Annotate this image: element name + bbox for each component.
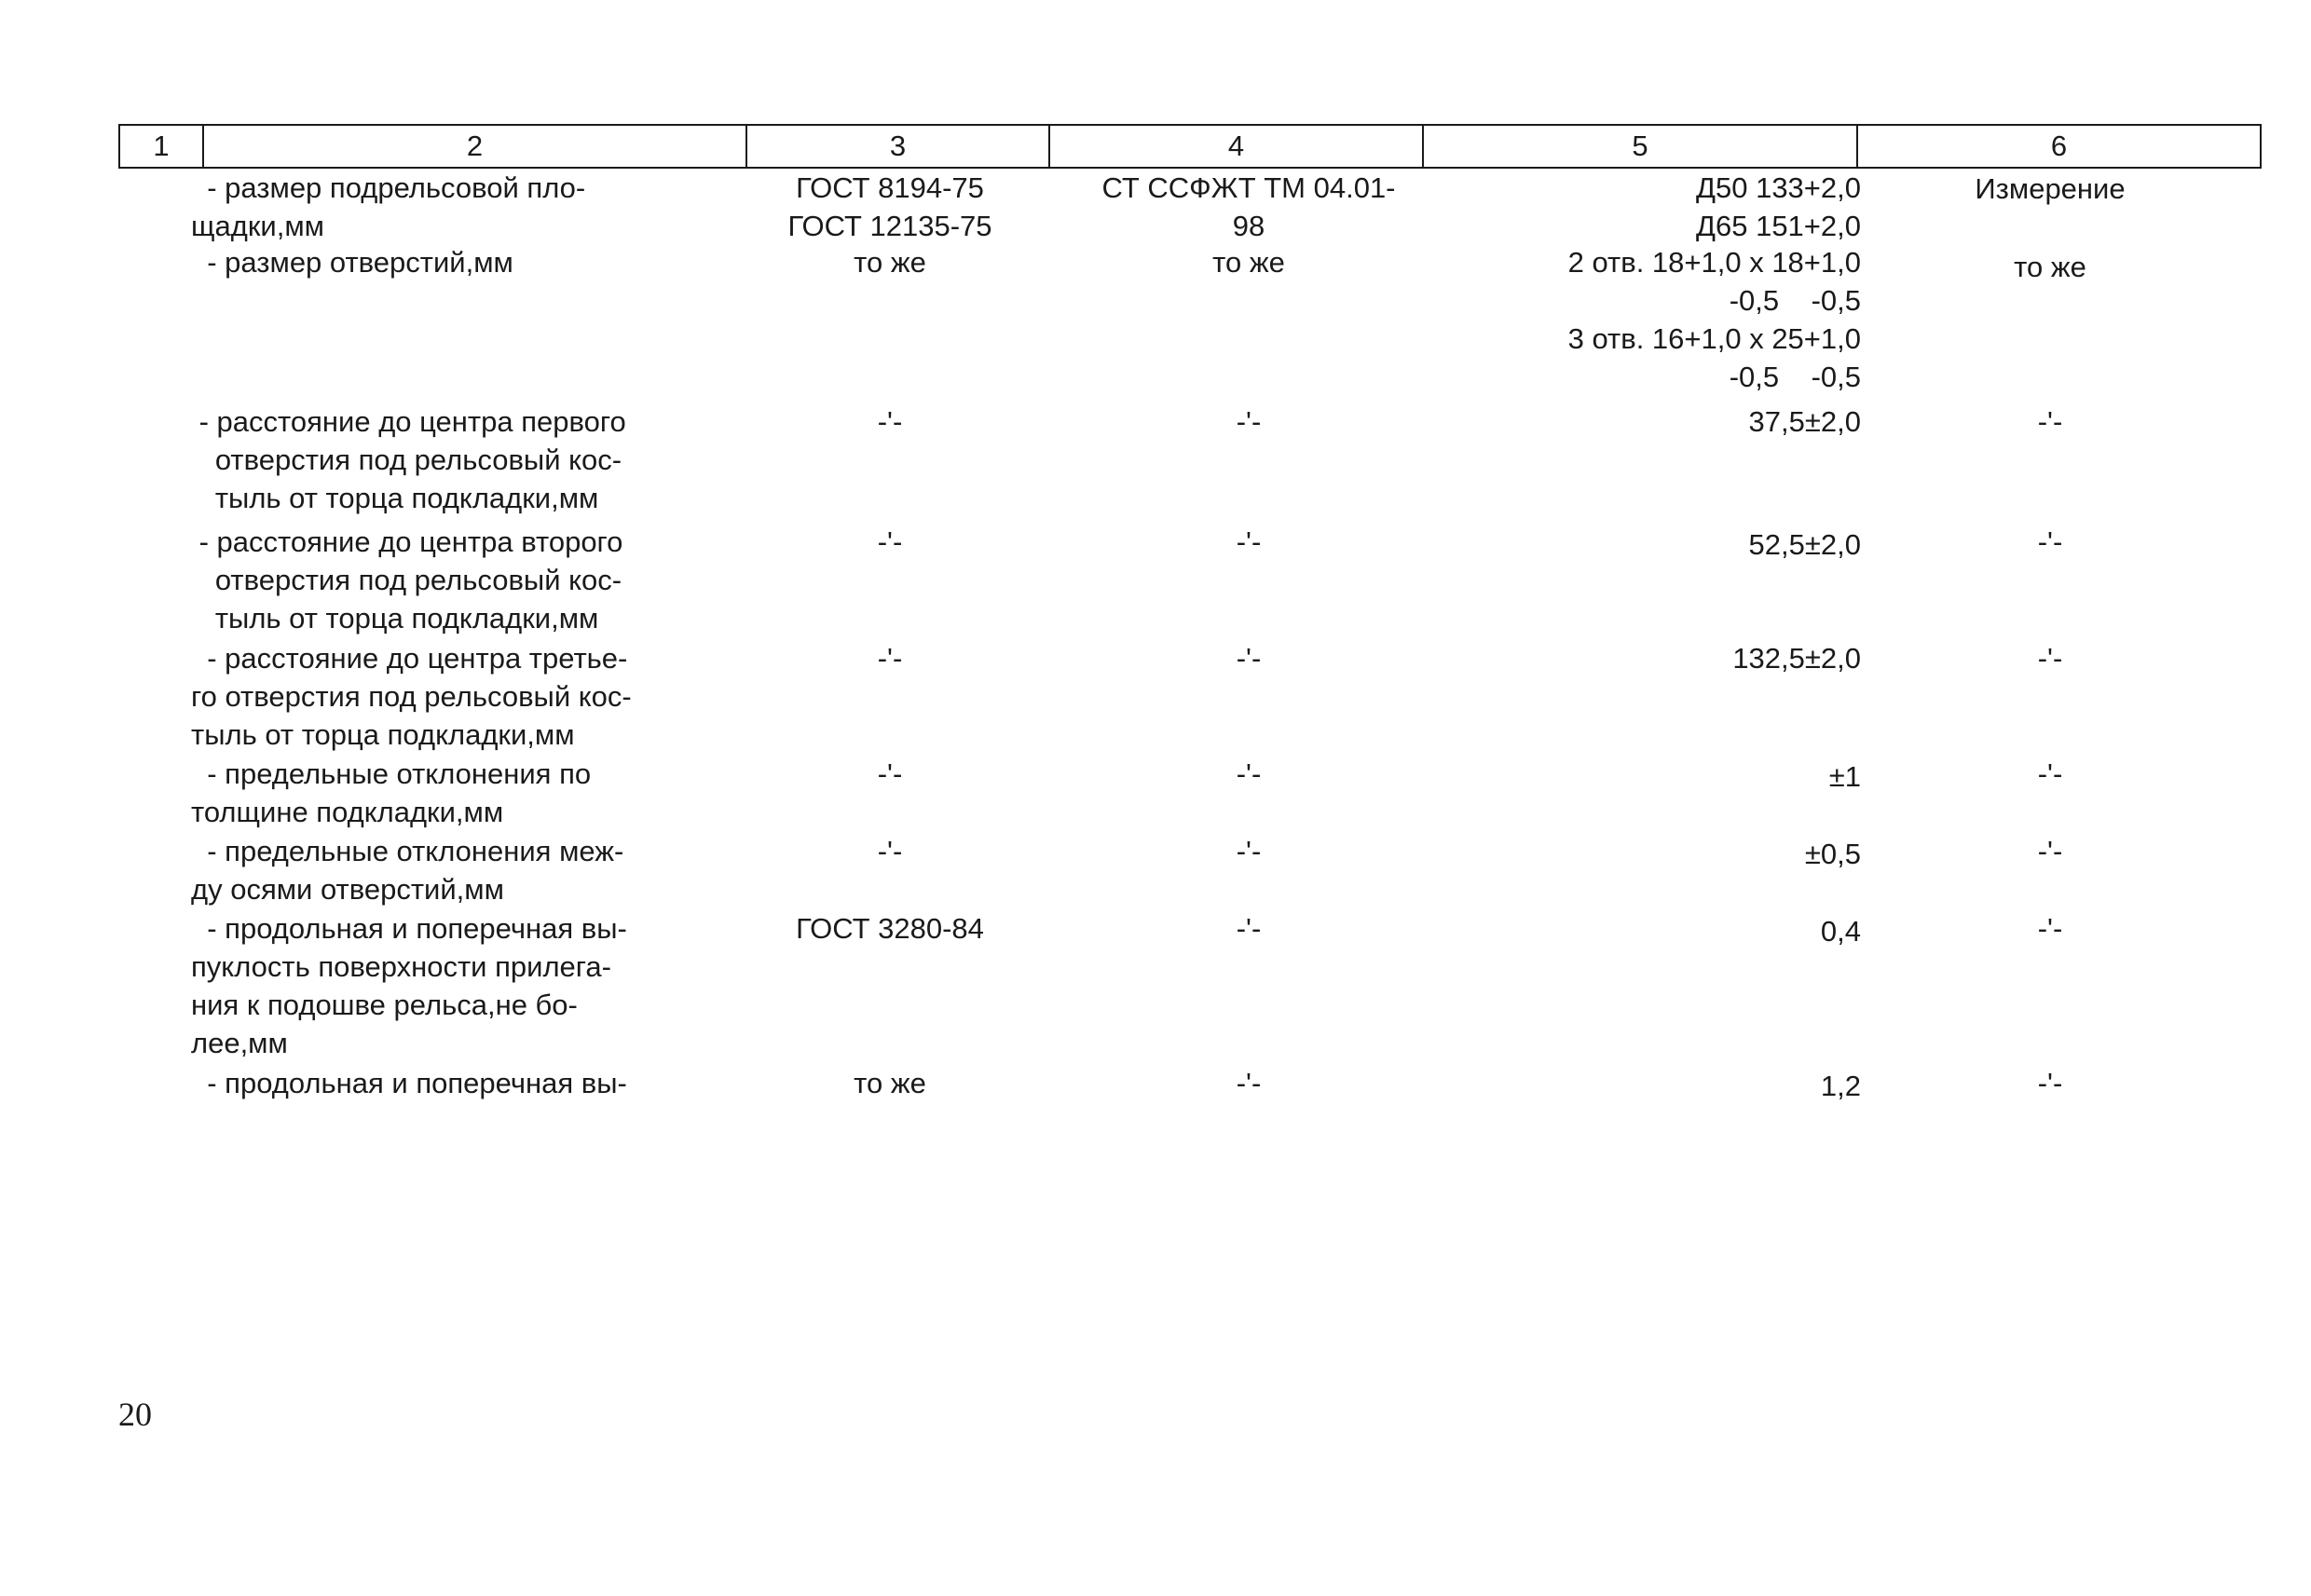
header-col-3: 3 xyxy=(747,126,1050,167)
gost-cell: -'- xyxy=(877,642,903,675)
standard-cell: -'- xyxy=(1236,835,1262,867)
standard-cell: -'- xyxy=(1236,525,1262,558)
gost-cell: то же xyxy=(854,246,926,279)
header-col-5: 5 xyxy=(1424,126,1858,167)
standard-cell: -'- xyxy=(1236,1067,1262,1099)
param-cell: - продольная и поперечная вы- xyxy=(191,1067,627,1099)
value-cell: 1,2 xyxy=(1820,1070,1861,1102)
param-cell: - предельные отклонения по толщине подкладки,мм xyxy=(191,757,592,828)
standard-cell: -'- xyxy=(1236,757,1262,790)
value-cell: 37,5±2,0 xyxy=(1748,405,1861,438)
value-cell: ±0,5 xyxy=(1804,838,1861,870)
method-cell: -'- xyxy=(2037,1067,2063,1099)
gost-cell: -'- xyxy=(877,757,903,790)
method-cell: то же xyxy=(2014,251,2086,283)
standard-cell: СТ ССФЖТ ТМ 04.01- 98 xyxy=(1101,171,1396,242)
method-cell: -'- xyxy=(2037,642,2063,675)
param-cell: - предельные отклонения меж- ду осями отверстий,мм xyxy=(191,835,624,906)
value-cell: 132,5±2,0 xyxy=(1732,642,1861,675)
method-cell: -'- xyxy=(2037,912,2063,945)
gost-cell: -'- xyxy=(877,405,903,438)
method-cell: -'- xyxy=(2037,405,2063,438)
standard-cell: -'- xyxy=(1236,405,1262,438)
header-col-1: 1 xyxy=(120,126,204,167)
gost-cell: ГОСТ 8194-75 ГОСТ 12135-75 xyxy=(787,171,992,242)
method-cell: -'- xyxy=(2037,835,2063,867)
header-col-4: 4 xyxy=(1050,126,1424,167)
method-cell: -'- xyxy=(2037,525,2063,558)
gost-cell: -'- xyxy=(877,835,903,867)
param-cell: - размер подрельсовой пло- щадки,мм xyxy=(191,171,586,242)
value-cell: Д50 133+2,0 Д65 151+2,0 xyxy=(1695,171,1861,242)
table-header xyxy=(118,124,2262,169)
standard-cell: -'- xyxy=(1236,642,1262,675)
param-cell: - расстояние до центра второго отверстия под рельсовый кос- тыль от торца подкладки,мм xyxy=(198,525,623,634)
standard-cell: то же xyxy=(1212,246,1285,279)
gost-cell: то же xyxy=(854,1067,926,1099)
value-cell: 2 отв. 18+1,0 x 18+1,0 -0,5 -0,5 3 отв. 16+1,0 x 25+1,0 -0,5 -0,5 xyxy=(1567,246,1861,393)
param-cell: - размер отверстий,мм xyxy=(191,246,513,279)
param-cell: - расстояние до центра третье- го отверстия под рельсовый кос- тыль от торца подкладки,мм xyxy=(191,642,632,751)
standard-cell: -'- xyxy=(1236,912,1262,945)
method-cell: Измерение xyxy=(1975,172,2126,205)
header-col-2: 2 xyxy=(204,126,747,167)
method-cell: -'- xyxy=(2037,757,2063,790)
gost-cell: -'- xyxy=(877,525,903,558)
value-cell: ±1 xyxy=(1828,760,1861,793)
param-cell: - расстояние до центра первого отверстия под рельсовый кос- тыль от торца подкладки,мм xyxy=(198,405,626,514)
param-cell: - продольная и поперечная вы- пуклость поверхности прилега- ния к подошве рельса,не бо- лее,мм xyxy=(191,912,627,1059)
value-cell: 0,4 xyxy=(1820,915,1861,948)
page-number: 20 xyxy=(118,1396,152,1433)
gost-cell: ГОСТ 3280-84 xyxy=(796,912,984,945)
header-col-6: 6 xyxy=(2050,130,2068,162)
value-cell: 52,5±2,0 xyxy=(1748,528,1861,561)
